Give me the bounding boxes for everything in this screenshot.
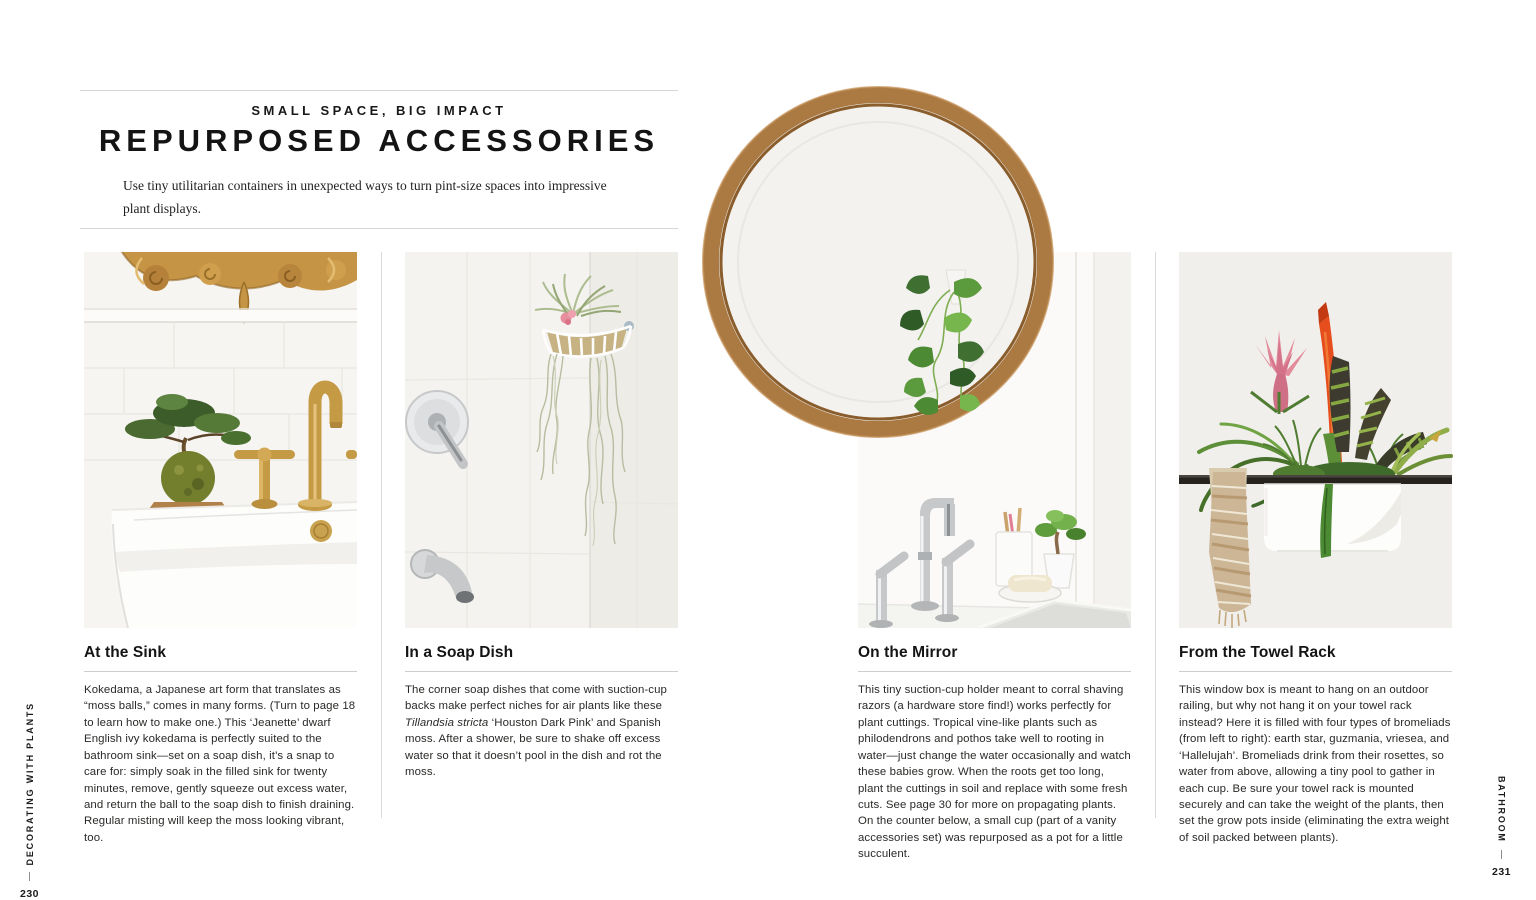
column-heading: In a Soap Dish	[405, 644, 514, 661]
photo-in-a-soap-dish	[405, 252, 678, 628]
heading-rule	[1179, 671, 1452, 672]
column-body: The corner soap dishes that come with suction-cup backs make perfect niches for air plants like these Tillandsia stricta ‘Houston Dark Pink’ and Spanish moss. After a shower, be sure to shake off excess water so that it doesn’t pool in the dish and rot the moss.	[405, 684, 667, 779]
section-from-the-towel-rack	[1179, 252, 1452, 846]
header-top-rule	[80, 90, 678, 91]
column-heading: From the Towel Rack	[1179, 644, 1336, 661]
right-page-number: 231	[1492, 865, 1512, 878]
page-title: REPURPOSED ACCESSORIES	[98, 123, 660, 158]
heading-rule	[858, 671, 1131, 672]
column-body: This window box is meant to hang on an outdoor railing, but why not hang it on your towel rack instead? Here it is filled with four types of bromeliads (from left to right): earth star, guzmania, vriesea, and ‘Hallelujah’. Bromeliads drink from their rosettes, so water from above, allowing a tiny pool to gather in each cup. Be sure your towel rack is mounted securely and can take the weight of the plants, then set the grow pots inside (eliminating the extra weight of soil packed between plants).	[1179, 684, 1451, 844]
left-page-number: 230	[20, 888, 40, 900]
chapter-edge-label: BATHROOM	[1496, 776, 1507, 843]
photo-from-the-towel-rack	[1179, 252, 1452, 628]
edge-tick	[29, 872, 30, 881]
heading-rule	[84, 671, 357, 672]
photo-on-the-mirror	[858, 252, 1131, 628]
edge-tick	[1501, 850, 1502, 859]
column-heading: On the Mirror	[858, 644, 958, 661]
column-body: Kokedama, a Japanese art form that translates as “moss balls,” comes in many forms. (Turn to page 18 to learn how to make one.) This ‘Jeanette’ dwarf English ivy kokedama is perfectly suited to the bathroom sink—set on a soap dish, it’s a snap to care for: simply soak in the filled sink for twenty minutes, remove, gently squeeze out excess water, and return the ball to the soap dish to finish draining. Regular misting will keep the moss looking vibrant, too.	[84, 684, 356, 844]
series-edge-label: DECORATING WITH PLANTS	[24, 702, 35, 866]
photo-at-the-sink	[84, 252, 357, 628]
heading-rule	[405, 671, 678, 672]
column-divider	[1155, 252, 1156, 818]
round-wood-mirror	[703, 87, 1053, 437]
header-bottom-rule	[80, 228, 678, 229]
section-at-the-sink	[84, 252, 357, 846]
column-heading: At the Sink	[84, 644, 167, 661]
brass-handle-edge	[346, 450, 357, 459]
right-page-edge	[1492, 776, 1511, 878]
section-kicker: SMALL SPACE, BIG IMPACT	[251, 103, 507, 118]
section-on-the-mirror	[858, 252, 1131, 863]
left-page-edge	[20, 702, 39, 900]
column-body: This tiny suction-cup holder meant to corral shaving razors (a hardware store find!) works perfectly for plant cuttings. Tropical vine-like plants such as philodendrons and pothos take well to rooting in water—just change the water occasionally and watch these babies grow. When the roots get too long, plant the cuttings in soil and replace with some fresh cuts. See page 30 for more on propagating plants. On the counter below, a small cup (part of a vanity accessories set) was repurposed as a pot for a little succulent.	[858, 684, 1131, 861]
intro-text: Use tiny utilitarian containers in unexpected ways to turn pint-size spaces into impressive plant displays.	[123, 178, 607, 217]
section-in-a-soap-dish	[405, 252, 678, 781]
column-divider	[381, 252, 382, 818]
